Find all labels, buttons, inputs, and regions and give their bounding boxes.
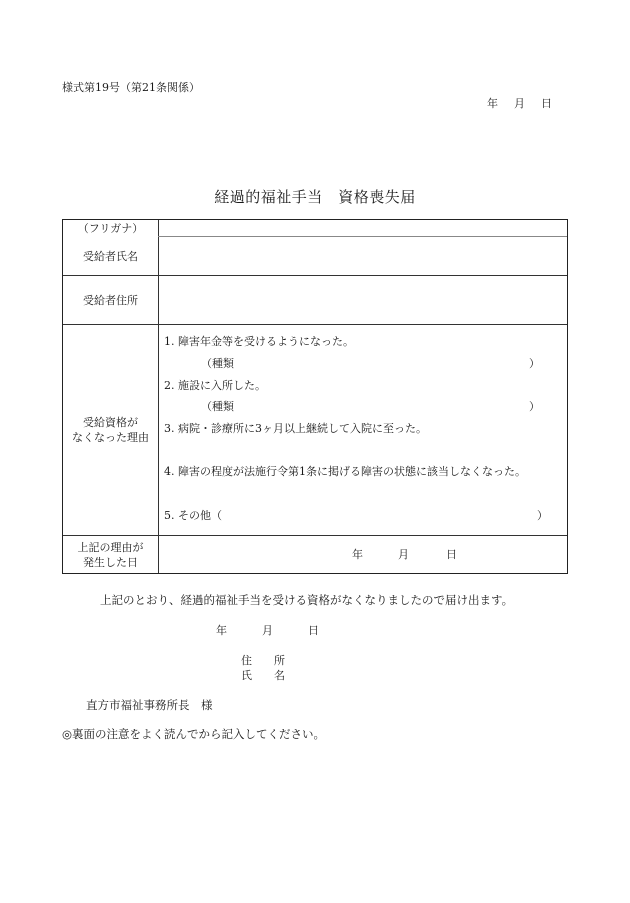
- applicant-address-label: 住 所: [241, 654, 285, 667]
- occurrence-month-label: 月: [398, 548, 409, 561]
- date-day-label: 日: [541, 97, 552, 110]
- submission-date: [487, 95, 552, 111]
- date-month-label: 月: [514, 97, 525, 110]
- date-year-label: 年: [487, 97, 498, 110]
- recipient-name-field[interactable]: [159, 237, 567, 275]
- signature-date: [216, 622, 319, 638]
- kind-open-label: （種類: [201, 400, 234, 413]
- occurrence-day-label: 日: [446, 548, 457, 561]
- page-title: 経過的福祉手当 資格喪失届: [214, 188, 416, 206]
- kind-close-paren: ）: [529, 357, 540, 370]
- furigana-label: （フリガナ）: [77, 222, 144, 235]
- occurrence-label-line1: 上記の理由が: [77, 541, 144, 554]
- addressee: 直方市福祉事務所長 様: [86, 698, 213, 712]
- row-divider: [63, 324, 567, 325]
- reason-item: 5. その他（: [164, 509, 222, 522]
- occurrence-label-line2: 発生した日: [83, 556, 138, 569]
- reason-label-line1: 受給資格が: [83, 416, 138, 429]
- sig-day-label: 日: [308, 624, 319, 637]
- reason-item: 3. 病院・診療所に3ヶ月以上継続して入院に至った。: [164, 422, 427, 435]
- occurrence-label: [63, 540, 158, 570]
- sig-year-label: 年: [216, 624, 227, 637]
- furigana-field[interactable]: [159, 220, 567, 236]
- recipient-address-field[interactable]: [159, 276, 567, 324]
- form-number: 様式第19号（第21条関係）: [62, 81, 200, 94]
- note-text: ◎裏面の注意をよく読んでから記入してください。: [62, 727, 326, 741]
- reason-label: [63, 415, 158, 445]
- reason-item: 1. 障害年金等を受けるようになった。: [164, 335, 354, 348]
- occurrence-year-label: 年: [352, 548, 363, 561]
- kind-open-label: （種類: [201, 357, 234, 370]
- declaration-text: 上記のとおり、経過的福祉手当を受ける資格がなくなりましたので届け出ます。: [100, 593, 514, 607]
- sig-month-label: 月: [262, 624, 273, 637]
- other-close-paren: ）: [537, 509, 548, 522]
- reason-label-line2: なくなった理由: [72, 431, 149, 444]
- form-table: [62, 219, 568, 574]
- recipient-address-label: 受給者住所: [83, 294, 138, 307]
- applicant-name-label: 氏 名: [241, 669, 285, 682]
- recipient-name-label: 受給者氏名: [83, 250, 138, 263]
- reason-item: 2. 施設に入所した。: [164, 379, 266, 392]
- row-divider: [63, 535, 567, 536]
- kind-close-paren: ）: [529, 400, 540, 413]
- reason-item: 4. 障害の程度が法施行令第1条に掲げる障害の状態に該当しなくなった。: [164, 465, 526, 478]
